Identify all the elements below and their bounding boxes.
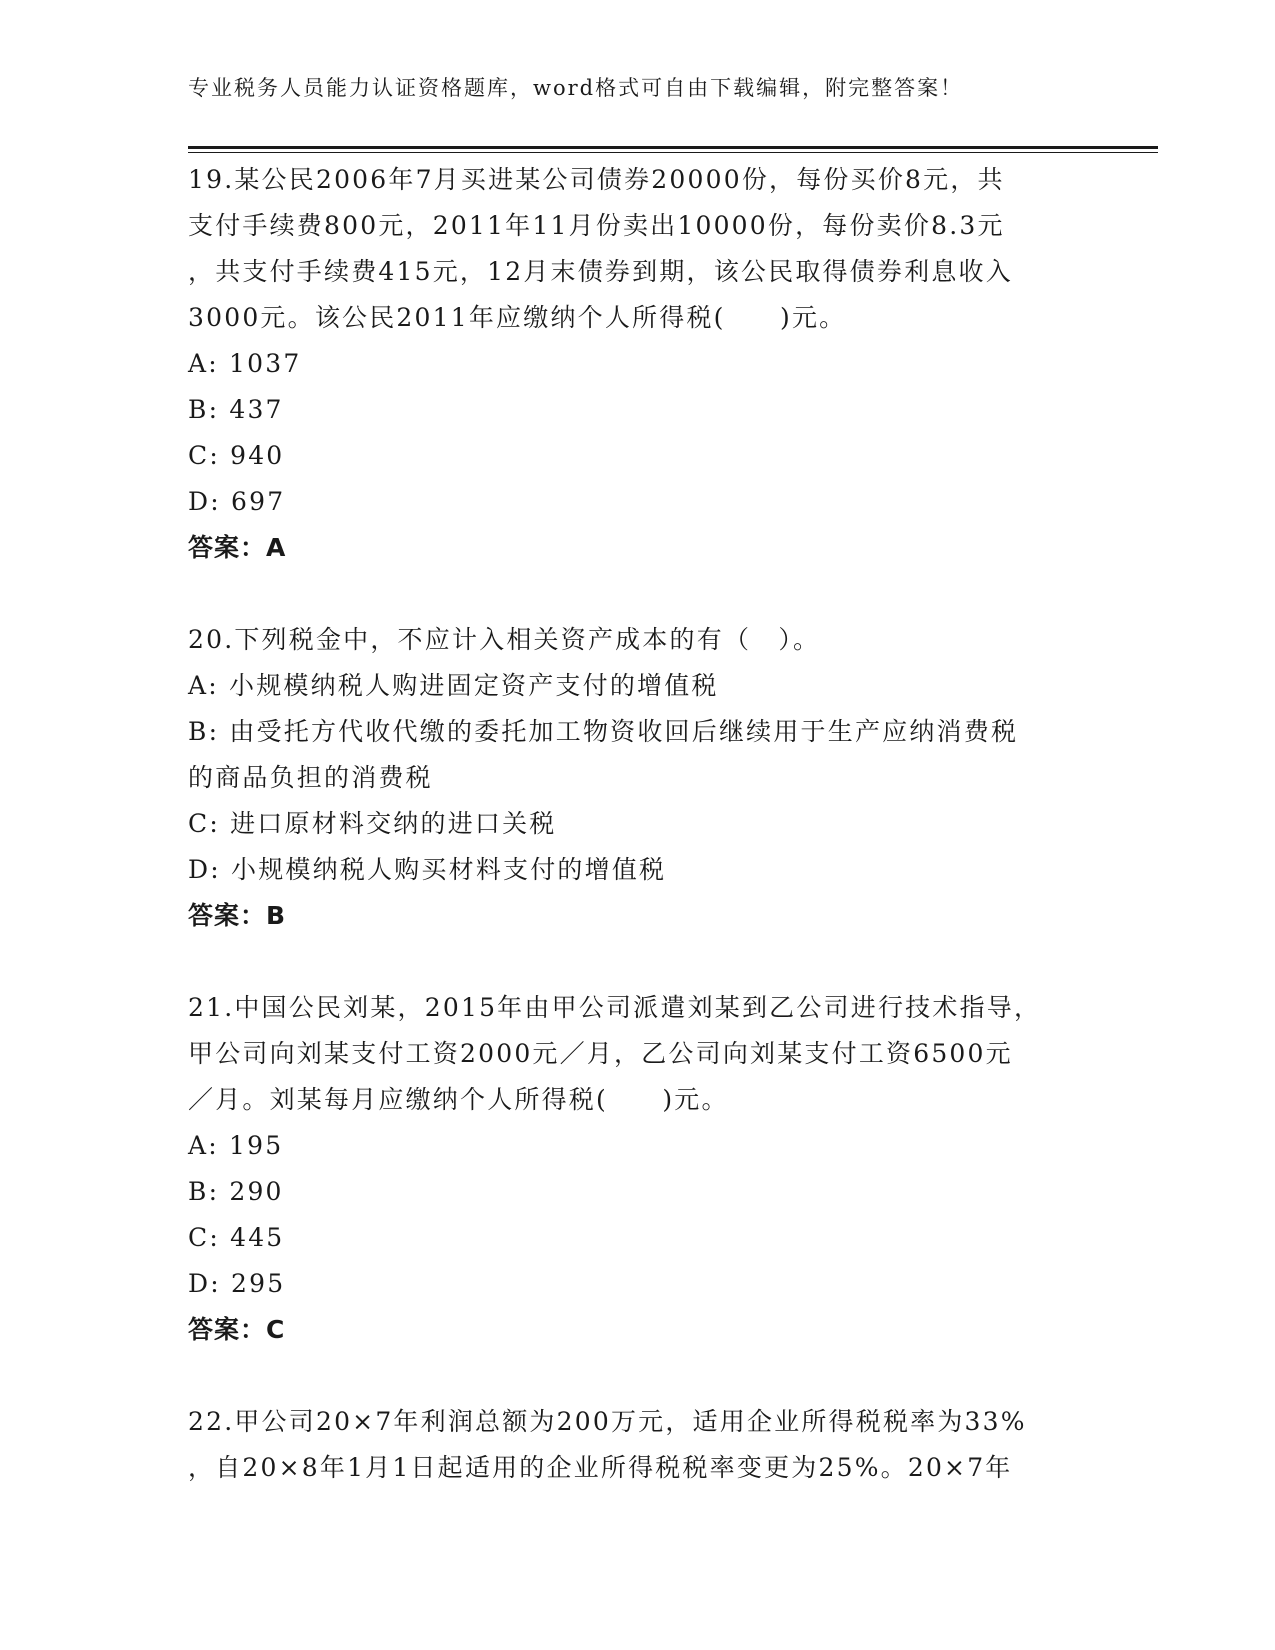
question-21 <box>188 985 1078 1353</box>
question-text-line: 20.下列税金中，不应计入相关资产成本的有（ ）。 <box>188 625 821 654</box>
option-b: B: 由受托方代收代缴的委托加工物资收回后继续用于生产应纳消费税 <box>188 717 1019 746</box>
option-c: C: 445 <box>188 1223 285 1252</box>
question-19 <box>188 157 1078 571</box>
question-text-line: 支付手续费800元，2011年11月份卖出10000份，每份卖价8.3元 <box>188 211 1005 240</box>
option-d: D: 295 <box>188 1269 286 1298</box>
answer: 答案：B <box>188 901 287 930</box>
question-text-line: 21.中国公民刘某，2015年由甲公司派遣刘某到乙公司进行技术指导， <box>188 993 1042 1022</box>
question-text-line: 甲公司向刘某支付工资2000元／月，乙公司向刘某支付工资6500元 <box>188 1039 1013 1068</box>
question-text-line: 19.某公民2006年7月买进某公司债券20000份，每份买价8元，共 <box>188 165 1005 194</box>
answer: 答案：A <box>188 533 287 562</box>
option-d: D: 小规模纳税人购买材料支付的增值税 <box>188 855 667 884</box>
question-text-line: 3000元。该公民2011年应缴纳个人所得税( )元。 <box>188 303 847 332</box>
question-20 <box>188 617 1078 939</box>
option-a: A: 195 <box>188 1131 284 1160</box>
option-b: B: 290 <box>188 1177 284 1206</box>
option-c: C: 进口原材料交纳的进口关税 <box>188 809 557 838</box>
header-rule-thick <box>188 146 1158 149</box>
option-b: B: 437 <box>188 395 284 424</box>
question-text-line: ／月。刘某每月应缴纳个人所得税( )元。 <box>188 1085 729 1114</box>
page-header: 专业税务人员能力认证资格题库，word格式可自由下载编辑，附完整答案！ <box>188 76 964 100</box>
question-22 <box>188 1399 1078 1491</box>
option-b-continued: 的商品负担的消费税 <box>188 763 433 792</box>
option-c: C: 940 <box>188 441 285 470</box>
option-a: A: 1037 <box>188 349 302 378</box>
answer: 答案：C <box>188 1315 286 1344</box>
option-d: D: 697 <box>188 487 286 516</box>
question-list <box>188 157 1078 1537</box>
header-rule-thin <box>188 152 1158 153</box>
question-text-line: 22.甲公司20×7年利润总额为200万元，适用企业所得税税率为33% <box>188 1407 1027 1436</box>
question-text-line: ，自20×8年1月1日起适用的企业所得税税率变更为25%。20×7年 <box>188 1453 1013 1482</box>
option-a: A: 小规模纳税人购进固定资产支付的增值税 <box>188 671 719 700</box>
question-text-line: ，共支付手续费415元，12月末债券到期，该公民取得债券利息收入 <box>188 257 1013 286</box>
